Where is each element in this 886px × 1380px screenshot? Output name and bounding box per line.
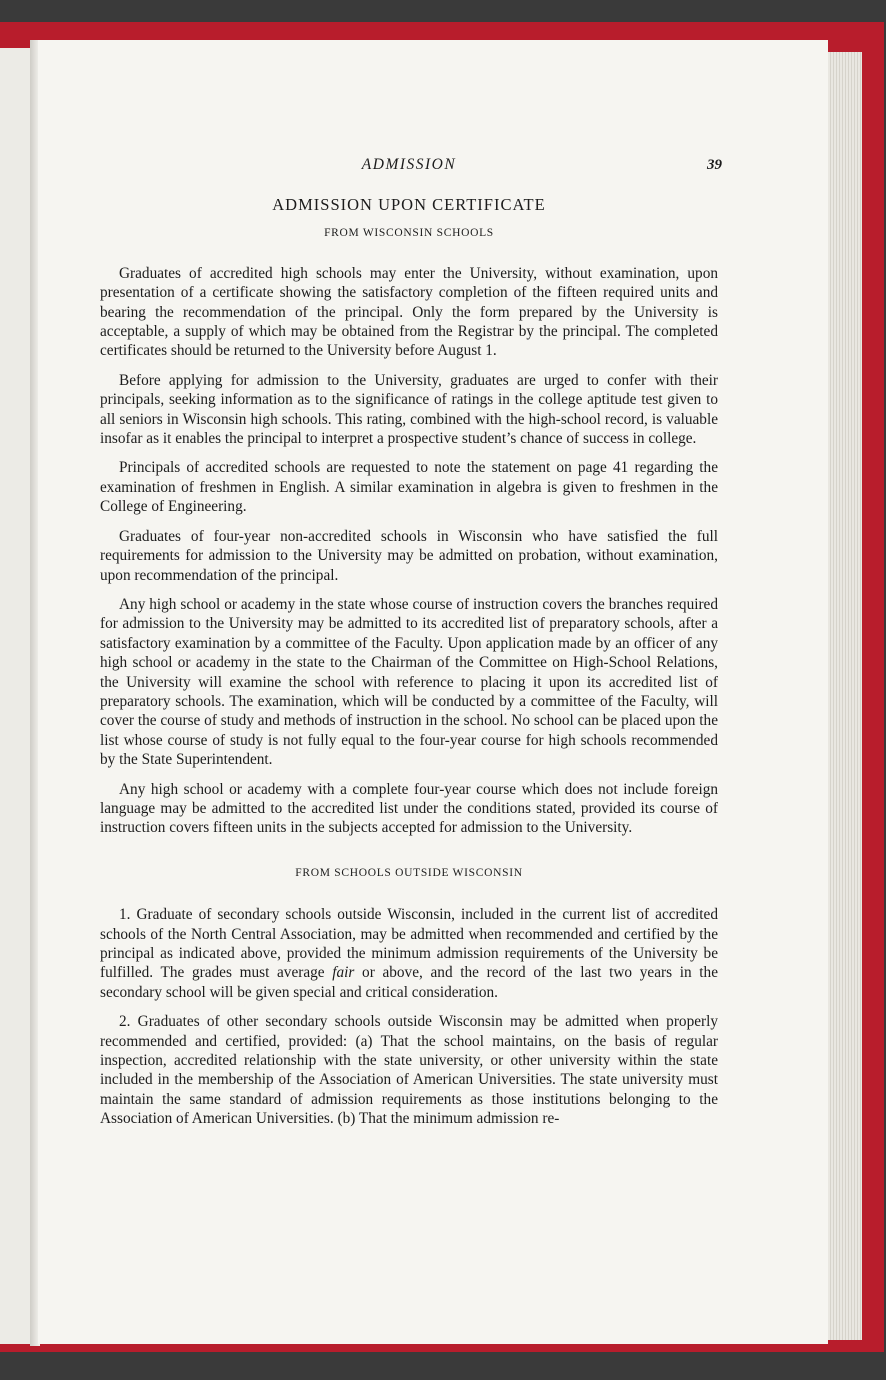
paragraph: Before applying for admission to the University, graduates are urged to confer with their principals, seeking information as to the significance of ratings in the college aptitude test given to all seniors in Wisconsin high schools. This rating, combined with the high-school record, is valuable insofar as it enables the principal to interpret a prospective student’s chance of success in college. xyxy=(100,371,718,448)
paragraph: 2. Graduates of other secondary schools outside Wisconsin may be admitted when properly recommended and certified, provided: (a) That the school maintains, on the basis of regular inspection, accredited relationship with the state university, or other university within the state included in the membership of the Association of American Universities. The state university must maintain the same standard of admission requirements as those institutions belonging to the Association of American Universities. (b) That the minimum admission re- xyxy=(100,1013,718,1128)
paragraph: Graduates of four-year non-accredited schools in Wisconsin who have satisfied the full requirements for admission to the University may be admitted on probation, without examination, upon recommendation of the principal. xyxy=(100,527,718,584)
paragraph-text: 1. Graduate of secondary schools outside Wisconsin, included in the current list of accredited schools of the North Central Association, may be admitted when recommended and certified by the principal as indicated above, provided the minimum admission requirements of the University be fulfilled. The grades must average xyxy=(100,906,718,982)
paragraph: Principals of accredited schools are requested to note the statement on page 41 regarding the examination of freshmen in English. A similar examination in algebra is given to freshmen in the College of Engineering. xyxy=(100,459,718,516)
italic-text: fair xyxy=(332,964,355,982)
paragraph: Any high school or academy with a complete four-year course which does not include foreign language may be admitted to the accredited list under the conditions stated, provided its course of instruction covers fifteen units in the subjects accepted for admission to the University. xyxy=(100,780,718,837)
page-number: 39 xyxy=(707,157,722,173)
left-page-edge xyxy=(0,48,30,1344)
page-stack-edge xyxy=(828,52,862,1340)
main-title: ADMISSION UPON CERTIFICATE xyxy=(272,195,546,214)
paragraph: Any high school or academy in the state whose course of instruction covers the branches required for admission to the University may be admitted to its accredited list of preparatory schools, after a satisfactory examination by a committee of the Faculty. Upon application made by an officer of any high school or academy in the state to the Chairman of the Committee on High-School Relations, the University will examine the school with reference to placing it upon its accredited list of preparatory schools. The examination, which will be conducted by a committee of the Faculty, will cover the course of study and methods of instruction in the school. No school can be placed upon the list whose course of study is not fully equal to the four-year course for high schools recommended by the State Superintendent. xyxy=(100,595,718,769)
paragraph xyxy=(100,905,718,1002)
page-text xyxy=(100,155,722,1139)
paragraph-text: or above, and the record of the last two years in the secondary school will be given special and critical consideration. xyxy=(100,964,718,1001)
running-head-title: ADMISSION xyxy=(361,156,457,173)
running-head xyxy=(100,155,722,185)
paragraph: Graduates of accredited high schools may enter the University, without examination, upon presentation of a certificate showing the satisfactory completion of the fifteen required units and bearing the recommendation of the principal. Only the form prepared by the University is acceptable, a supply of which may be obtained from the Registrar by the principal. The completed certificates should be returned to the University before August 1. xyxy=(100,264,718,360)
section-title-wisconsin: FROM WISCONSIN SCHOOLS xyxy=(324,227,494,240)
section-title-outside: FROM SCHOOLS OUTSIDE WISCONSIN xyxy=(295,866,523,879)
